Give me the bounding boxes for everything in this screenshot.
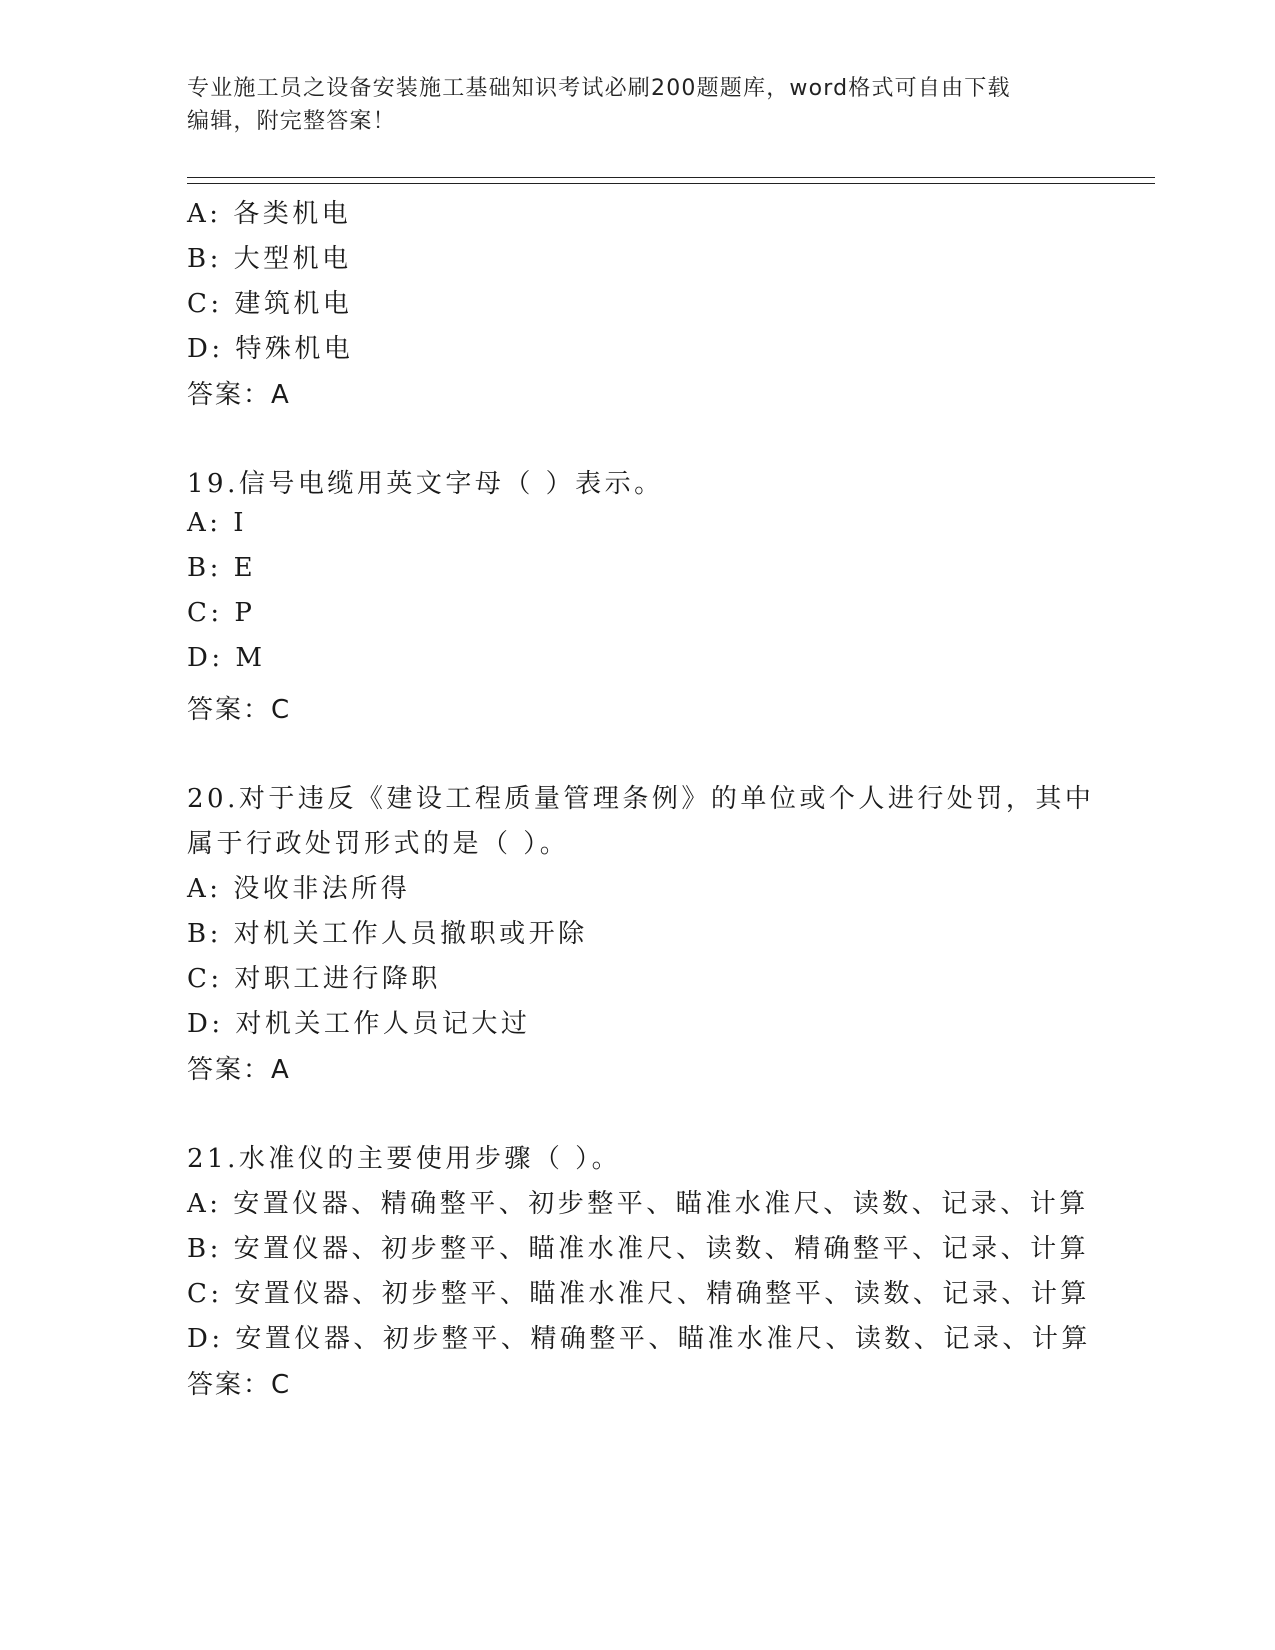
q18-option-b: B: 大型机电 bbox=[187, 244, 352, 274]
header-divider-bottom bbox=[187, 183, 1155, 184]
q20-option-a: A: 没收非法所得 bbox=[187, 874, 411, 904]
q20-option-c: C: 对职工进行降职 bbox=[187, 964, 441, 994]
q19-option-d: D: M bbox=[187, 643, 266, 673]
q19-option-a: A: I bbox=[187, 508, 248, 538]
q18-option-d: D: 特殊机电 bbox=[187, 334, 354, 364]
q20-stem-line-2: 属于行政处罚形式的是（ ）。 bbox=[187, 829, 570, 859]
document-header bbox=[187, 72, 1087, 138]
q18-option-a: A: 各类机电 bbox=[187, 199, 352, 229]
header-line-2: 编辑，附完整答案！ bbox=[187, 109, 396, 134]
q19-option-c: C: P bbox=[187, 598, 256, 628]
q21-option-c: C: 安置仪器、初步整平、瞄准水准尺、精确整平、读数、记录、计算 bbox=[187, 1279, 1090, 1309]
q19-answer: 答案：C bbox=[187, 695, 292, 725]
q20-stem-line-1: 20.对于违反《建设工程质量管理条例》的单位或个人进行处罚，其中 bbox=[187, 784, 1095, 814]
q18-option-c: C: 建筑机电 bbox=[187, 289, 353, 319]
q20-option-d: D: 对机关工作人员记大过 bbox=[187, 1009, 531, 1039]
header-divider-top bbox=[187, 177, 1155, 178]
q21-option-b: B: 安置仪器、初步整平、瞄准水准尺、读数、精确整平、记录、计算 bbox=[187, 1234, 1090, 1264]
q19-stem: 19.信号电缆用英文字母（ ）表示。 bbox=[187, 469, 664, 499]
header-line-1: 专业施工员之设备安装施工基础知识考试必刷200题题库，word格式可自由下载 bbox=[187, 76, 1011, 101]
q20-answer: 答案：A bbox=[187, 1055, 291, 1085]
q21-option-a: A: 安置仪器、精确整平、初步整平、瞄准水准尺、读数、记录、计算 bbox=[187, 1189, 1089, 1219]
q21-answer: 答案：C bbox=[187, 1370, 292, 1400]
q20-option-b: B: 对机关工作人员撤职或开除 bbox=[187, 919, 588, 949]
q19-option-b: B: E bbox=[187, 553, 257, 583]
q18-answer: 答案：A bbox=[187, 380, 291, 410]
q21-stem: 21.水准仪的主要使用步骤（ ）。 bbox=[187, 1144, 622, 1174]
q21-option-d: D: 安置仪器、初步整平、精确整平、瞄准水准尺、读数、记录、计算 bbox=[187, 1324, 1091, 1354]
